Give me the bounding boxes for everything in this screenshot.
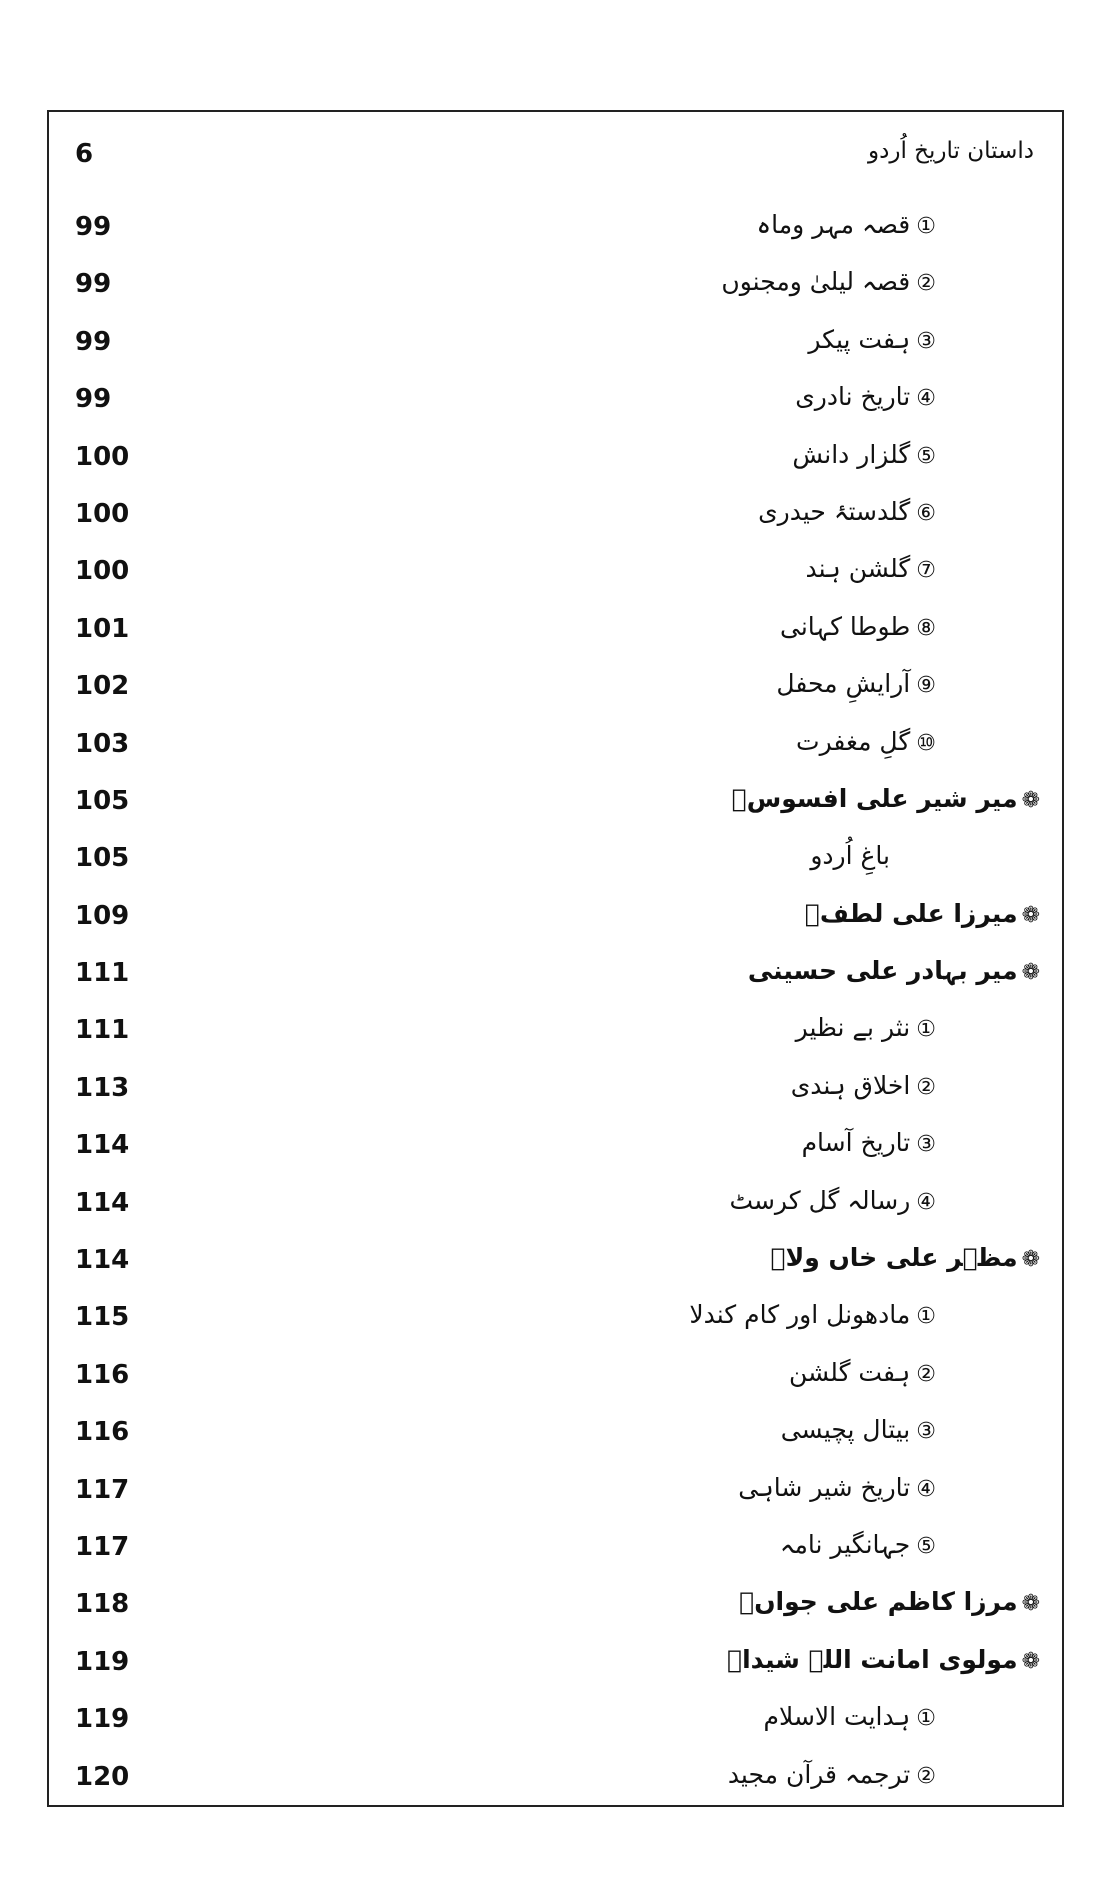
circled-number: ⑤: [916, 1533, 936, 1559]
entry-title-text: مرزا کاظم علی جواںؔ: [739, 1587, 1018, 1617]
circled-number: ⑤: [916, 443, 936, 469]
circled-number: ④: [916, 386, 936, 412]
entry-title: [795, 382, 936, 411]
entry-page-number: 117: [75, 1474, 130, 1505]
entry-title-text: مادھونل اور کام کندلا: [689, 1300, 911, 1330]
toc-entry: [49, 1289, 1062, 1346]
entry-page-number: 117: [75, 1531, 130, 1562]
entry-page-number: 109: [75, 900, 130, 931]
toc-entry: [49, 716, 1062, 773]
table-of-contents: [49, 199, 1062, 1806]
entry-title: [721, 267, 936, 296]
entry-page-number: 120: [75, 1761, 130, 1792]
entry-title-text: میر بہادر علی حسینی: [747, 956, 1018, 986]
flower-bullet-icon: ❁: [1021, 1247, 1040, 1273]
entry-title-text: ہفت پیکر: [808, 324, 911, 354]
toc-entry: [49, 371, 1062, 428]
circled-number: ②: [916, 1074, 936, 1100]
entry-title-text: گلِ مغفرت: [796, 726, 911, 756]
entry-page-number: 114: [75, 1245, 130, 1276]
flower-bullet-icon: ❁: [1021, 787, 1040, 813]
entry-page-number: 100: [75, 498, 130, 529]
entry-title: [810, 841, 890, 870]
entry-title-text: میر شیر علی افسوسؔ: [731, 783, 1018, 813]
toc-entry: [49, 429, 1062, 486]
toc-entry: [49, 1117, 1062, 1174]
circled-number: ①: [916, 214, 936, 239]
entry-title: [796, 1013, 936, 1042]
entry-title: [808, 325, 936, 354]
entry-title-text: قصہ مہر وماہ: [756, 210, 911, 239]
entry-title-text: ہدایت الاسلام: [763, 1702, 911, 1732]
toc-entry: [49, 1347, 1062, 1404]
entry-page-number: 118: [75, 1589, 130, 1620]
circled-number: ③: [916, 1132, 936, 1158]
entry-page-number: 116: [75, 1359, 130, 1390]
entry-title-text: آرایشِ محفل: [776, 669, 911, 699]
flower-bullet-icon: ❁: [1021, 1591, 1040, 1617]
entry-title: [791, 1071, 936, 1100]
author-heading: [732, 784, 1040, 813]
circled-number: ⑧: [916, 615, 936, 641]
toc-entry: [49, 1175, 1062, 1232]
entry-title: [738, 1473, 936, 1502]
circled-number: ⑥: [916, 500, 936, 526]
entry-title: [776, 669, 936, 698]
entry-title-text: اخلاق ہندی: [790, 1070, 911, 1100]
entry-title: [764, 1702, 936, 1731]
circled-number: ②: [916, 271, 936, 297]
entry-page-number: 101: [75, 613, 130, 644]
toc-entry: [49, 1232, 1062, 1289]
toc-entry: [49, 1576, 1062, 1633]
entry-title-text: ہفت گلشن: [788, 1357, 911, 1387]
entry-title: [689, 1300, 936, 1329]
toc-entry: [49, 1691, 1062, 1748]
author-heading: [727, 1645, 1040, 1674]
entry-title: [780, 1530, 936, 1559]
circled-number: ①: [916, 1304, 936, 1330]
circled-number: ②: [916, 1361, 936, 1387]
toc-entry: [49, 945, 1062, 1002]
entry-page-number: 100: [75, 556, 130, 587]
entry-title: [757, 210, 936, 239]
toc-entry: [49, 773, 1062, 830]
circled-number: ④: [916, 1476, 936, 1502]
entry-page-number: 111: [75, 1015, 130, 1046]
entry-page-number: 103: [75, 728, 130, 759]
toc-entry: [49, 543, 1062, 600]
toc-entry: [49, 658, 1062, 715]
entry-page-number: 105: [75, 843, 130, 874]
toc-entry: [49, 1404, 1062, 1461]
flower-bullet-icon: ❁: [1021, 1648, 1040, 1674]
entry-title: [780, 612, 936, 641]
entry-page-number: 99: [75, 326, 112, 357]
entry-title: [789, 1358, 936, 1387]
entry-page-number: 119: [75, 1646, 130, 1677]
toc-entry: [49, 199, 1062, 256]
entry-title-text: گلشن ہند: [805, 554, 911, 584]
toc-entry: [49, 1749, 1062, 1806]
circled-number: ⑨: [916, 673, 936, 699]
entry-title-text: تاریخ آسام: [801, 1128, 911, 1158]
toc-entry: [49, 1002, 1062, 1059]
entry-page-number: 99: [75, 269, 112, 300]
circled-number: ①: [916, 1706, 936, 1732]
entry-page-number: 119: [75, 1704, 130, 1735]
entry-title-text: نثر بے نظیر: [795, 1013, 911, 1043]
entry-title-text: تاریخ نادری: [795, 382, 911, 412]
entry-title-text: گلدستۂ حیدری: [758, 496, 911, 526]
entry-title: [781, 1415, 936, 1444]
entry-title-text: تاریخ شیر شاہی: [738, 1472, 911, 1502]
flower-bullet-icon: ❁: [1021, 960, 1040, 986]
entry-title: [728, 1760, 936, 1789]
entry-page-number: 100: [75, 441, 130, 472]
entry-title-text: جہانگیر نامہ: [779, 1529, 911, 1559]
circled-number: ④: [916, 1189, 936, 1215]
toc-entry: [49, 314, 1062, 371]
entry-title: [805, 554, 936, 583]
toc-entry: [49, 1519, 1062, 1576]
entry-page-number: 111: [75, 958, 130, 989]
author-heading: [739, 1587, 1040, 1616]
circled-number: ③: [916, 328, 936, 354]
entry-title-text: مظہر علی خاں ولاؔ: [770, 1243, 1018, 1273]
circled-number: ①: [916, 1017, 936, 1043]
toc-entry: [49, 1462, 1062, 1519]
entry-title: [792, 440, 936, 469]
entry-page-number: 99: [75, 384, 112, 415]
entry-title-text: باغِ اُردو: [810, 841, 890, 871]
entry-page-number: 99: [75, 212, 112, 242]
entry-title: [729, 1186, 936, 1215]
entry-title-text: ترجمہ قرآن مجید: [727, 1759, 911, 1789]
entry-title-text: رسالہ گل کرسٹ: [729, 1185, 911, 1215]
author-heading: [748, 956, 1040, 985]
circled-number: ⑩: [916, 730, 936, 756]
entry-page-number: 114: [75, 1130, 130, 1161]
entry-title: [758, 497, 936, 526]
entry-title: [796, 727, 936, 756]
entry-page-number: 114: [75, 1187, 130, 1218]
toc-entry: [49, 888, 1062, 945]
entry-title-text: قصہ لیلیٰ ومجنوں: [721, 267, 911, 297]
entry-page-number: 105: [75, 785, 130, 816]
circled-number: ③: [916, 1419, 936, 1445]
entry-page-number: 102: [75, 671, 130, 702]
entry-title-text: میرزا علی لطفؔ: [804, 898, 1018, 928]
entry-title-text: طوطا کہانی: [780, 611, 911, 641]
entry-page-number: 116: [75, 1417, 130, 1448]
toc-entry: [49, 1060, 1062, 1117]
toc-entry: [49, 486, 1062, 543]
entry-page-number: 113: [75, 1072, 130, 1103]
entry-title-text: بیتال پچیسی: [780, 1415, 911, 1445]
flower-bullet-icon: ❁: [1021, 902, 1040, 928]
author-heading: [805, 899, 1040, 928]
circled-number: ⑦: [916, 558, 936, 584]
toc-entry: [49, 601, 1062, 658]
entry-title: [802, 1128, 936, 1157]
entry-page-number: 115: [75, 1302, 130, 1333]
entry-title-text: گلزار دانش: [792, 439, 911, 469]
toc-entry: [49, 256, 1062, 313]
entry-title-text: مولوی امانت اللہ شیداؔ: [727, 1644, 1018, 1674]
running-title: داستان تاریخ اُردو: [868, 138, 1034, 164]
page-header: [49, 112, 1062, 192]
author-heading: [771, 1243, 1040, 1272]
toc-entry: [49, 830, 1062, 887]
page-frame: [47, 110, 1064, 1807]
page-number: 6: [75, 139, 94, 169]
circled-number: ②: [916, 1763, 936, 1789]
toc-entry: [49, 1634, 1062, 1691]
